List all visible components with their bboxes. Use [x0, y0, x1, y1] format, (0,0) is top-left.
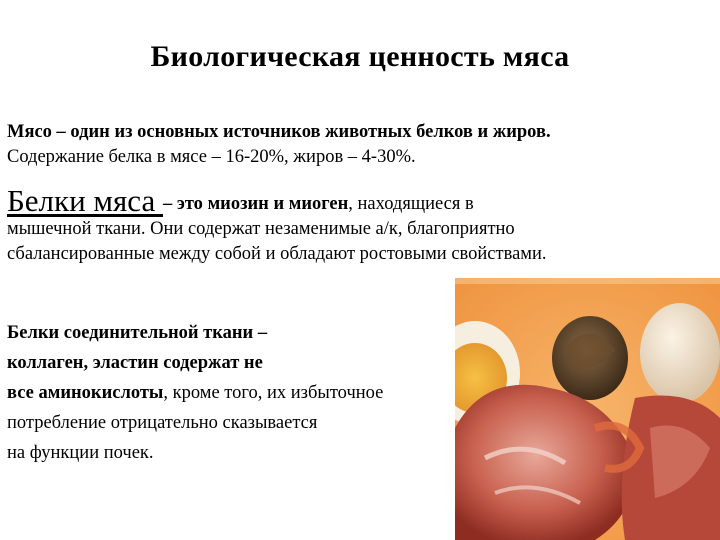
food-photo — [455, 278, 720, 540]
intro-paragraph — [7, 120, 717, 170]
meat-proteins-term: Белки мяса — [7, 183, 163, 218]
connective-line-5: на функции почек. — [7, 443, 154, 463]
connective-line-2: коллаген, эластин содержат не — [7, 353, 263, 373]
intro-line-2: Содержание белка в мясе – 16-20%, жиров – 4-30%. — [7, 147, 416, 167]
slide-title: Биологическая ценность мяса — [150, 40, 570, 73]
connective-line-3-bold: все аминокислоты — [7, 383, 164, 403]
meat-proteins-line-3: сбалансированные между собой и обладают ростовыми свойствами. — [7, 244, 547, 264]
meat-proteins-dash: – это — [162, 194, 208, 214]
connective-tissue-paragraph — [7, 318, 457, 468]
meat-proteins-line-1 — [7, 183, 717, 218]
intro-line-1: Мясо – один из основных источников животных белков и жиров. — [7, 122, 551, 142]
meat-proteins-line-2: мышечной ткани. Они содержат незаменимые а/к, благоприятно — [7, 219, 515, 239]
meat-proteins-paragraph — [7, 183, 717, 267]
connective-line-4: потребление отрицательно сказывается — [7, 413, 318, 433]
food-photo-icon — [455, 278, 720, 540]
meat-proteins-rest: , находящиеся в — [348, 194, 474, 214]
connective-line-3 — [7, 378, 457, 408]
connective-line-3-rest: , кроме того, их избыточное — [163, 383, 384, 403]
meat-proteins-names: миозин и миоген — [207, 194, 349, 214]
connective-line-1: Белки соединительной ткани – — [7, 323, 268, 343]
